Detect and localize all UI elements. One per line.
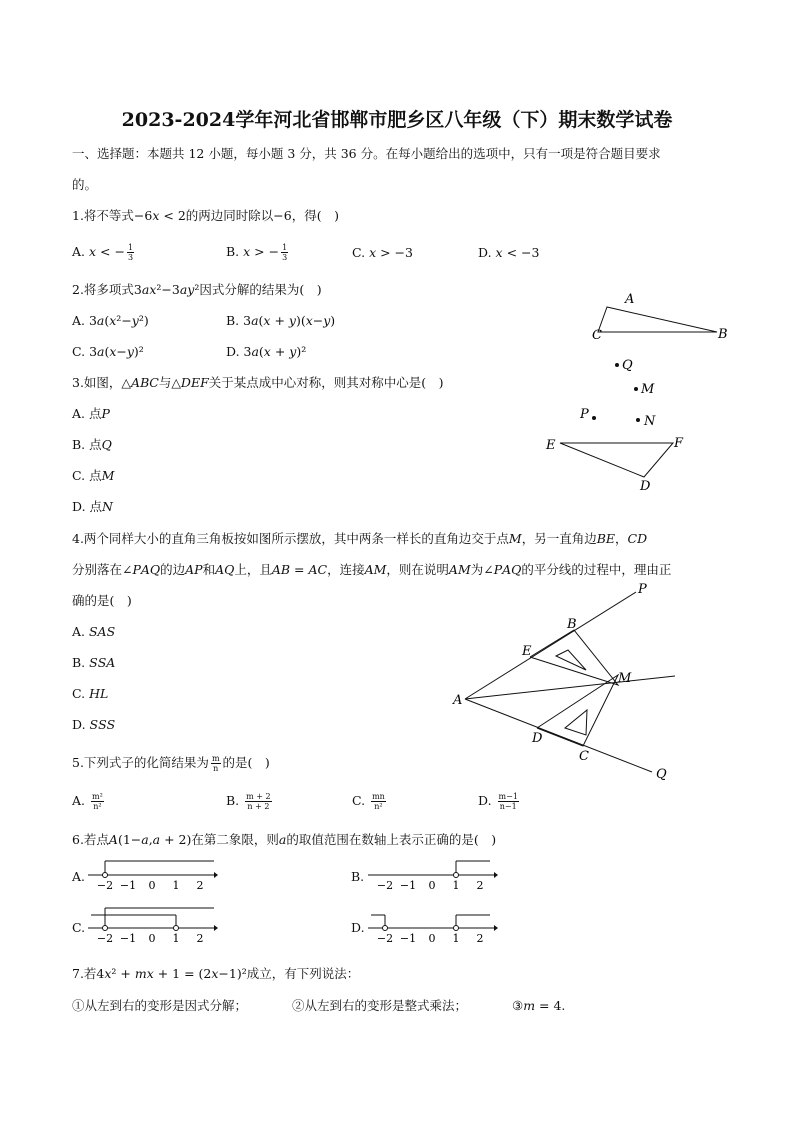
q3-option-c: C. 点𝑀 — [72, 468, 115, 483]
svg-text:−1: −1 — [119, 879, 137, 892]
svg-text:−2: −2 — [376, 932, 394, 945]
svg-text:−2: −2 — [96, 879, 114, 892]
svg-text:2: 2 — [476, 879, 484, 892]
triangle-abc — [598, 307, 717, 332]
q2-option-d: D. 3𝑎(𝑥 + 𝑦)² — [226, 344, 307, 359]
label-b: B — [567, 617, 577, 632]
q2-stem: 2.将多项式3𝑎𝑥²−3𝑎𝑦²因式分解的结果为( ) — [72, 282, 322, 297]
point-m — [634, 387, 638, 391]
q4-figure — [450, 580, 680, 780]
label-p: P — [580, 407, 589, 422]
point-n — [636, 418, 640, 422]
q3-option-d: D. 点𝑁 — [72, 499, 113, 514]
q6-stem: 6.若点𝐴(1−𝑎,𝑎 + 2)在第二象限，则𝑎的取值范围在数轴上表示正确的是( ) — [72, 832, 497, 847]
svg-text:−1: −1 — [399, 932, 417, 945]
svg-text:0: 0 — [148, 879, 156, 892]
label-a: A — [625, 292, 635, 307]
q1-option-c: C. 𝑥 > −3 — [352, 245, 413, 260]
q1-option-b-label: B. — [226, 244, 240, 259]
q4-line1: 4.两个同样大小的直角三角板按如图所示摆放，其中两条一样长的直角边交于点𝑀，另一直角边𝐵𝐸，𝐶𝐷 — [72, 531, 648, 546]
point-p — [592, 416, 596, 420]
label-p: P — [638, 582, 647, 597]
svg-text:−1: −1 — [119, 932, 137, 945]
ray-aq — [465, 699, 652, 772]
label-q: Q — [656, 767, 667, 782]
q5-option-d: D. $\frac{m-1}{n-1}$ — [478, 792, 518, 811]
q3-figure — [540, 285, 740, 495]
q1-option-a-label: A. — [72, 244, 86, 259]
q5-stem: 5.下列式子的化简结果为 $\frac{m}{n}$ 的是( ) — [72, 754, 270, 773]
label-m: M — [641, 382, 655, 397]
q6-option-d-label: D. — [351, 920, 365, 935]
q7-statement-1: ①从左到右的变形是因式分解； — [72, 998, 248, 1013]
svg-text:0: 0 — [428, 879, 436, 892]
label-n: N — [644, 414, 656, 429]
q7-statement-2: ②从左到右的变形是整式乘法； — [292, 998, 468, 1013]
q4-option-a: A. 𝑆𝐴𝑆 — [72, 624, 116, 639]
svg-text:2: 2 — [196, 932, 204, 945]
q7-stem: 7.若4𝑥² + 𝑚𝑥 + 1 = (2𝑥−1)²成立，有下列说法： — [72, 966, 360, 981]
label-q: Q — [622, 358, 633, 373]
label-c: C — [592, 328, 602, 343]
exam-title: 2023-2024学年河北省邯郸市肥乡区八年级（下）期末数学试卷 — [121, 109, 673, 131]
svg-text:1: 1 — [452, 932, 460, 945]
svg-text:1: 1 — [172, 932, 180, 945]
q2-option-b: B. 3𝑎(𝑥 + 𝑦)(𝑥−𝑦) — [226, 313, 336, 328]
svg-text:0: 0 — [148, 932, 156, 945]
triangle-def — [560, 443, 673, 477]
q5-option-c: C. $\frac{mn}{\text{n²}}$ — [352, 792, 385, 811]
label-c: C — [579, 749, 589, 764]
q6-option-b-label: B. — [351, 869, 365, 884]
q3-option-a: A. 点𝑃 — [72, 406, 110, 421]
point-q — [615, 363, 619, 367]
svg-text:1: 1 — [452, 879, 460, 892]
q4-option-c: C. 𝐻𝐿 — [72, 686, 109, 701]
section-heading-line1: 一、选择题：本题共 12 小题，每小题 3 分，共 36 分。在每小题给出的选项中，只有一项是符合题目要求 — [72, 146, 661, 161]
q4-line3: 确的是( ) — [72, 593, 132, 608]
q2-option-a: A. 3𝑎(𝑥²−𝑦²) — [72, 313, 149, 328]
q5-option-b: B. $\frac{m + 2}{n + 2}$ — [226, 792, 271, 811]
q4-option-b: B. 𝑆𝑆𝐴 — [72, 655, 116, 670]
q1-option-a-fraction: $\frac{1}{3}$ — [127, 243, 134, 262]
set-square-upper — [530, 630, 618, 685]
svg-text:1: 1 — [172, 879, 180, 892]
label-b: B — [718, 327, 728, 342]
q6-option-b-number-line — [368, 855, 498, 895]
q1-option-b-fraction: $\frac{1}{3}$ — [282, 243, 288, 262]
q1-option-b-expr: 𝑥 > − — [243, 244, 280, 259]
q6-option-d-number-line — [368, 904, 498, 948]
svg-text:2: 2 — [196, 879, 204, 892]
section-heading-line2: 的。 — [72, 177, 98, 192]
q6-option-a-number-line — [88, 855, 218, 895]
label-e: E — [522, 644, 532, 659]
q6-option-c-number-line — [88, 904, 218, 948]
q1-stem: 1.将不等式−6𝑥 < 2的两边同时除以−6，得( ) — [72, 208, 339, 223]
q5-option-a: A. $\frac{\text{m²}}{\text{n²}}$ — [72, 792, 103, 811]
set-square-lower-hole — [565, 710, 587, 735]
label-d: D — [640, 479, 651, 494]
label-a: A — [453, 693, 463, 708]
q3-option-b: B. 点𝑄 — [72, 437, 112, 452]
q4-line2: 分别落在∠𝑃𝐴𝑄的边𝐴𝑃和𝐴𝑄上，且𝐴𝐵 = 𝐴𝐶，连接𝐴𝑀，则在说明𝐴𝑀为∠𝑃𝐴𝑄的平分线的过程中，理由正 — [72, 562, 672, 577]
label-e: E — [546, 438, 556, 453]
q7-statement-3: ③𝑚 = 4. — [512, 998, 566, 1013]
q1-option-a-expr: 𝑥 < − — [89, 244, 125, 259]
q4-option-d: D. 𝑆𝑆𝑆 — [72, 717, 116, 732]
label-m: M — [618, 671, 632, 686]
label-d: D — [532, 731, 543, 746]
q1-option-b — [226, 243, 290, 262]
q5-stem-fraction: $\frac{m}{n}$ — [211, 754, 220, 773]
svg-text:−2: −2 — [376, 879, 394, 892]
q1-option-d: D. 𝑥 < −3 — [478, 245, 540, 260]
q6-option-c-label: C. — [72, 920, 86, 935]
q2-option-c: C. 3𝑎(𝑥−𝑦)² — [72, 344, 144, 359]
set-square-lower — [537, 675, 618, 746]
svg-text:0: 0 — [428, 932, 436, 945]
q3-stem: 3.如图，△𝐴𝐵𝐶与△𝐷𝐸𝐹关于某点成中心对称，则其对称中心是( ) — [72, 375, 444, 390]
svg-text:2: 2 — [476, 932, 484, 945]
svg-text:−1: −1 — [399, 879, 417, 892]
label-f: F — [674, 436, 684, 451]
q1-option-a — [72, 243, 136, 262]
q6-option-a-label: A. — [72, 869, 86, 884]
svg-text:−2: −2 — [96, 932, 114, 945]
